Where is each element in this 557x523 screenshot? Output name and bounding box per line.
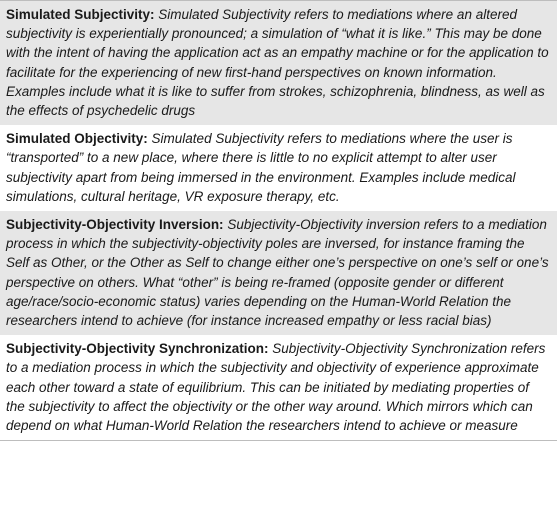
row-simulated-subjectivity [0, 1, 557, 125]
term-subjectivity-objectivity-inversion: Subjectivity-Objectivity Inversion: [6, 217, 228, 233]
row-subjectivity-objectivity-synchronization [0, 335, 557, 440]
row-subjectivity-objectivity-inversion [0, 211, 557, 335]
definition-subjectivity-objectivity-synchronization: Subjectivity-Objectivity Synchronization refers to a mediation process in which the subjectivity and objectivity of experience approximate each other toward a state of equilibrium. This can be initiated by mediating properties of the subjectivity to affect the objectivity or the other way around. Which mirrors which can depend on what Human-World Relation the researchers intend to achieve or measure [6, 341, 546, 434]
term-simulated-subjectivity: Simulated Subjectivity: [6, 7, 159, 22]
term-simulated-objectivity: Simulated Objectivity: [6, 131, 152, 147]
row-simulated-objectivity [0, 125, 557, 211]
definition-subjectivity-objectivity-inversion: Subjectivity-Objectivity inversion refers to a mediation process in which the subjectivity-objectivity poles are inversed, for instance framing the Self as Other, or the Other as Self to change either one’s perspective on one’s self or one’s perspective on others. What “other” is being re-framed (opposite gender or different age/race/socio-economic status) varies depending on the Human-World Relation the researchers intend to achieve (for instance increased empathy or less racial bias) [6, 217, 549, 329]
definition-simulated-subjectivity: Simulated Subjectivity refers to mediations where an altered subjectivity is experientially pronounced; a simulation of “what it is like.” This may be done with the intent of having the application act as an empathy machine or for the application to facilitate for the experiencing of new first-hand perspectives on known information. Examples include what it is like to suffer from strokes, schizophrenia, blindness, as well as the effects of psychedelic drugs [6, 7, 549, 119]
definition-simulated-objectivity: Simulated Subjectivity refers to mediations where the user is “transported” to a new place, where there is little to no explicit attempt to alter user subjectivity apart from being immersed in the environment. Examples include medical simulations, cultural heritage, VR exposure therapy, etc. [6, 131, 516, 204]
term-subjectivity-objectivity-synchronization: Subjectivity-Objectivity Synchronization: [6, 341, 273, 357]
